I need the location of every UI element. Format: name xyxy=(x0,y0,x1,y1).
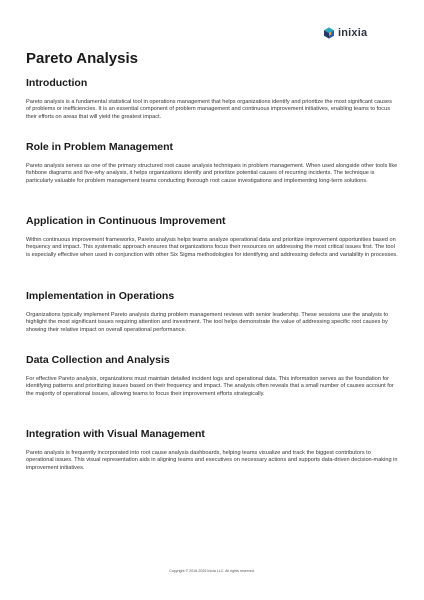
section-body: Pareto analysis is a fundamental statistical tool in operations management that helps organizations identify and prioritize the most significant causes of problems or inefficiencies. It is an essential component of problem management and continuous improvement initiatives, enabling teams to focus their efforts on areas that will yield the greatest impact. xyxy=(26,99,392,120)
section-heading: Integration with Visual Management xyxy=(26,428,205,440)
section-heading: Application in Continuous Improvement xyxy=(26,215,226,227)
section-body: Within continuous improvement frameworks, Pareto analysis helps teams analyze operational data and prioritize improvement opportunities based on frequency and impact. This systematic approach ensures that organizations focus their resources on addressing the most critical issues first. The tool is especially effective when used in conjunction with other Six Sigma methodologies for identifying and addressing defects and variability in processes. xyxy=(26,237,398,258)
section-application-in-continuous-improvement xyxy=(26,215,398,259)
section-heading: Data Collection and Analysis xyxy=(26,354,170,366)
inixia-logo[interactable] xyxy=(323,26,387,40)
section-role-in-problem-management xyxy=(26,141,398,185)
section-body: For effective Pareto analysis, organizations must maintain detailed incident logs and operational data. This information serves as the foundation for identifying patterns and prioritizing issues based on their frequency and impact. The analysis often reveals that a small number of causes account for the majority of operational issues, allowing teams to focus their improvement efforts strategically. xyxy=(26,376,394,397)
hexagon-cube-icon xyxy=(323,27,335,39)
section-heading: Implementation in Operations xyxy=(26,290,175,302)
section-body: Organizations typically implement Pareto analysis during problem management reviews with senior leadership. These sessions use the analysis to highlight the most significant issues requiring attention and investment. The tool helps demonstrate the value of addressing specific root causes by showing their relative impact on overall operational performance. xyxy=(26,312,389,333)
brand-name: inixia xyxy=(338,27,368,39)
section-implementation-in-operations xyxy=(26,290,398,334)
section-data-collection-and-analysis xyxy=(26,354,398,398)
section-body: Pareto analysis is frequently incorporated into root cause analysis dashboards, helping teams visualize and track the biggest contributors to operational issues. This visual representation aids in aligning teams and executives on necessary actions and supports data-driven decision-making in improvement initiatives. xyxy=(26,450,398,471)
section-heading: Introduction xyxy=(26,77,88,89)
section-introduction xyxy=(26,77,398,121)
page-title: Pareto Analysis xyxy=(26,50,138,67)
section-heading: Role in Problem Management xyxy=(26,141,174,153)
section-body: Pareto analysis serves as one of the primary structured root cause analysis techniques in problem management. When used alongside other tools like fishbone diagrams and five-why analysis, it helps organizations identify and prioritize potential causes of recurring incidents. The technique is particularly valuable for problem management teams conducting thorough root cause investigations and implementing long-term solutions. xyxy=(26,163,398,184)
copyright-footer: Copyright © 2016-2025 Inixia LLC. All rights reserved. xyxy=(169,569,255,573)
section-integration-with-visual-management xyxy=(26,428,398,472)
